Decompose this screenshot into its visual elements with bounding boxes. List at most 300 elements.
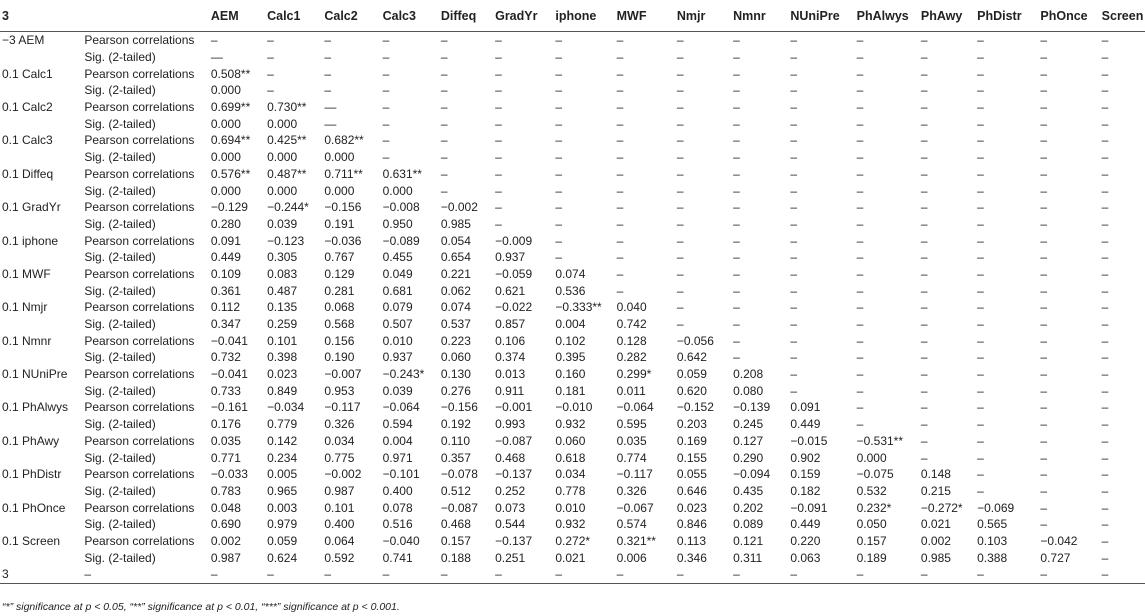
table-cell: – — [440, 183, 448, 198]
table-cell: −0.040 — [382, 533, 420, 548]
table-row — [0, 566, 1145, 583]
table-row — [0, 232, 1145, 249]
table-cell: – — [1040, 33, 1048, 48]
table-cell: 0.039 — [267, 216, 298, 231]
table-cell: – — [856, 300, 864, 315]
table-cell: −0.243* — [382, 367, 425, 382]
table-cell: – — [790, 266, 798, 281]
table-cell: 0.272* — [555, 533, 591, 548]
table-cell: – — [1101, 200, 1109, 215]
table-cell: – — [977, 467, 984, 482]
variable-label: 0.1 MWF — [2, 266, 51, 281]
table-cell: – — [920, 233, 928, 248]
table-cell: – — [440, 50, 448, 65]
table-cell: 0.532 — [856, 483, 887, 498]
statistic-label: Pearson correlations — [84, 166, 195, 181]
table-cell: – — [676, 250, 684, 265]
table-row — [0, 115, 1145, 132]
table-cell: – — [856, 66, 864, 81]
table-row — [0, 149, 1145, 166]
table-cell: 0.953 — [324, 383, 355, 398]
statistic-label: Pearson correlations — [84, 467, 195, 482]
table-cell: 0.121 — [733, 533, 764, 548]
table-cell: – — [1101, 500, 1109, 515]
table-cell: – — [267, 33, 274, 48]
table-cell: – — [1101, 50, 1109, 65]
table-cell: – — [676, 83, 684, 98]
table-cell: −0.008 — [382, 200, 420, 215]
variable-label — [0, 149, 78, 166]
table-cell: – — [790, 216, 798, 231]
variable-label: −3 AEM — [2, 33, 45, 48]
table-cell: – — [790, 66, 798, 81]
table-cell: 0.013 — [495, 367, 526, 382]
table-cell: 0.694** — [210, 133, 251, 148]
table-cell: 0.727 — [1040, 550, 1071, 565]
table-cell: – — [210, 33, 218, 48]
table-cell: 0.006 — [616, 550, 647, 565]
table-cell: – — [495, 133, 502, 148]
table-cell: 0.215 — [920, 483, 951, 498]
table-row — [0, 483, 1145, 500]
table-row — [0, 99, 1145, 116]
table-cell: – — [377, 566, 435, 583]
table-cell: 0.050 — [856, 517, 887, 532]
table-cell: – — [676, 66, 684, 81]
table-cell: – — [616, 166, 624, 181]
table-cell: – — [676, 300, 684, 315]
variable-label — [0, 216, 78, 233]
table-cell: 0.035 — [210, 433, 241, 448]
table-cell: – — [616, 183, 624, 198]
statistic-label: Sig. (2-tailed) — [84, 250, 156, 265]
table-row — [0, 349, 1145, 366]
table-cell: 0.985 — [440, 216, 471, 231]
table-cell: −0.022 — [495, 300, 533, 315]
table-cell: – — [616, 66, 624, 81]
table-cell: – — [920, 216, 928, 231]
table-cell: 0.971 — [382, 450, 413, 465]
table-cell: 0.157 — [856, 533, 887, 548]
table-cell: – — [856, 83, 864, 98]
table-cell: – — [1040, 400, 1048, 415]
table-cell: – — [1040, 216, 1048, 231]
table-cell: – — [382, 33, 390, 48]
table-cell: – — [495, 33, 502, 48]
table-cell: 0.079 — [382, 300, 413, 315]
table-cell: – — [1040, 350, 1048, 365]
table-cell: – — [382, 133, 390, 148]
variable-label — [0, 416, 78, 433]
table-cell: −0.064 — [382, 400, 420, 415]
table-cell: – — [1040, 100, 1048, 115]
table-cell: – — [977, 183, 984, 198]
table-cell: 0.937 — [382, 350, 413, 365]
table-row — [0, 299, 1145, 316]
variable-label — [0, 349, 78, 366]
table-cell: 0.400 — [382, 483, 413, 498]
table-cell: – — [1101, 283, 1109, 298]
table-cell: 0.507 — [382, 317, 413, 332]
table-cell: – — [1101, 367, 1109, 382]
table-cell: – — [920, 50, 928, 65]
variable-label: 0.1 Calc1 — [2, 66, 53, 81]
table-cell: – — [261, 566, 318, 583]
variable-label — [0, 82, 78, 99]
table-cell: – — [495, 100, 502, 115]
table-cell: 0.003 — [267, 500, 298, 515]
table-cell: – — [790, 283, 798, 298]
table-cell: 0.276 — [440, 383, 471, 398]
table-cell: 0.112 — [210, 300, 241, 315]
table-cell: – — [616, 233, 624, 248]
table-cell: – — [1040, 483, 1048, 498]
table-cell: – — [1101, 233, 1109, 248]
statistic-label: Sig. (2-tailed) — [84, 517, 156, 532]
table-cell: 0.778 — [555, 483, 586, 498]
statistic-label: Pearson correlations — [84, 533, 195, 548]
column-header: MWF — [611, 0, 671, 32]
table-cell: 0.000 — [267, 150, 298, 165]
table-cell: 0.299* — [616, 367, 652, 382]
table-cell: – — [1101, 417, 1109, 432]
table-cell: – — [977, 300, 984, 315]
table-cell: – — [920, 333, 928, 348]
table-cell: 0.699** — [210, 100, 251, 115]
table-row — [0, 132, 1145, 149]
variable-label: 0.1 GradYr — [2, 200, 61, 215]
table-cell: – — [1040, 150, 1048, 165]
table-row — [0, 216, 1145, 233]
table-cell: 0.010 — [382, 333, 413, 348]
table-cell: 0.129 — [324, 266, 355, 281]
table-cell: 0.157 — [440, 533, 471, 548]
significance-footnote: “*” significance at p < 0.05, “**” significance at p < 0.01, “***” significance at p < 0.001. — [2, 601, 400, 613]
table-cell: – — [856, 50, 864, 65]
table-cell: – — [733, 283, 740, 298]
table-cell: 0.642 — [676, 350, 707, 365]
table-cell: – — [440, 133, 448, 148]
table-cell: – — [440, 116, 448, 131]
table-cell: – — [733, 100, 740, 115]
statistic-label: Pearson correlations — [84, 500, 195, 515]
column-header: PhAwy — [915, 0, 971, 32]
table-cell: −0.087 — [495, 433, 533, 448]
table-cell: – — [1040, 250, 1048, 265]
statistic-label: Sig. (2-tailed) — [84, 83, 156, 98]
variable-label — [0, 282, 78, 299]
table-cell: 0.074 — [440, 300, 471, 315]
variable-label: 0.1 Calc2 — [2, 100, 53, 115]
table-cell: 0.950 — [382, 216, 413, 231]
table-cell: 0.730** — [267, 100, 307, 115]
table-cell: 0.189 — [856, 550, 887, 565]
table-cell: 0.089 — [733, 517, 764, 532]
statistic-label: Sig. (2-tailed) — [84, 383, 156, 398]
table-cell: – — [733, 133, 740, 148]
table-cell: 0.176 — [210, 417, 241, 432]
table-row — [0, 332, 1145, 349]
corner-header: 3 — [0, 0, 78, 32]
table-cell: 0.234 — [267, 450, 298, 465]
table-cell: −0.156 — [440, 400, 478, 415]
table-cell: – — [790, 133, 798, 148]
table-cell: – — [435, 566, 489, 583]
table-cell: – — [1101, 133, 1109, 148]
table-cell: 0.993 — [495, 417, 526, 432]
table-cell: 0.021 — [555, 550, 586, 565]
table-cell: −0.156 — [324, 200, 362, 215]
table-cell: – — [733, 50, 740, 65]
table-cell: 0.618 — [555, 450, 586, 465]
table-cell: – — [733, 250, 740, 265]
table-cell: – — [555, 50, 563, 65]
table-cell: – — [920, 400, 928, 415]
table-cell: – — [676, 317, 684, 332]
statistic-label: Sig. (2-tailed) — [84, 150, 156, 165]
table-cell: – — [676, 216, 684, 231]
statistic-label: Pearson correlations — [84, 66, 195, 81]
table-cell: – — [790, 116, 798, 131]
variable-label — [0, 182, 78, 199]
table-cell: – — [1040, 300, 1048, 315]
table-cell: – — [549, 566, 610, 583]
table-cell: – — [616, 283, 624, 298]
table-row — [0, 366, 1145, 383]
table-cell: – — [856, 116, 864, 131]
table-cell: 0.398 — [267, 350, 298, 365]
table-cell: – — [1101, 450, 1109, 465]
table-cell: – — [1034, 566, 1095, 583]
table-cell: 0.326 — [324, 417, 355, 432]
statistic-label: Sig. (2-tailed) — [84, 450, 156, 465]
table-cell: – — [856, 417, 864, 432]
table-cell: 0.711** — [324, 166, 363, 181]
table-cell: – — [733, 183, 740, 198]
table-cell: 0.449 — [790, 417, 821, 432]
column-header: iphone — [549, 0, 610, 32]
table-cell: – — [733, 233, 740, 248]
table-cell: – — [1040, 116, 1048, 131]
table-cell: – — [555, 100, 563, 115]
table-cell: 0.106 — [495, 333, 526, 348]
table-cell: 0.468 — [440, 517, 471, 532]
table-cell: – — [382, 50, 390, 65]
table-cell: 0.624 — [267, 550, 298, 565]
table-cell: −0.161 — [210, 400, 248, 415]
table-cell: 0.449 — [210, 250, 241, 265]
table-cell: – — [790, 83, 798, 98]
table-cell: – — [616, 133, 624, 148]
table-cell: 0.487** — [267, 166, 307, 181]
table-cell: – — [267, 83, 274, 98]
table-cell: 0.741 — [382, 550, 413, 565]
table-cell: – — [920, 166, 928, 181]
table-cell: – — [790, 33, 798, 48]
table-cell: – — [1101, 150, 1109, 165]
table-cell: – — [790, 250, 798, 265]
header-row — [0, 0, 1145, 32]
table-cell: 0.346 — [676, 550, 707, 565]
table-cell: 0.621 — [495, 283, 526, 298]
table-cell: – — [790, 233, 798, 248]
table-cell: 0.155 — [676, 450, 707, 465]
table-cell: 0.774 — [616, 450, 647, 465]
table-cell: 0.202 — [733, 500, 764, 515]
table-cell: 0.682** — [324, 133, 364, 148]
table-cell: – — [676, 166, 684, 181]
table-cell: – — [1040, 83, 1048, 98]
table-cell: – — [382, 83, 390, 98]
table-cell: – — [1101, 266, 1109, 281]
table-cell: 0.102 — [555, 333, 586, 348]
table-cell: 0.035 — [616, 433, 647, 448]
table-cell: – — [555, 233, 563, 248]
table-cell: – — [733, 150, 740, 165]
table-cell: 0.932 — [555, 417, 586, 432]
table-cell: 0.767 — [324, 250, 355, 265]
table-cell: – — [790, 333, 798, 348]
table-row — [0, 316, 1145, 333]
table-cell: – — [920, 383, 928, 398]
table-cell: – — [1040, 266, 1048, 281]
statistic-label: Sig. (2-tailed) — [84, 483, 156, 498]
table-cell: 0.220 — [790, 533, 821, 548]
table-cell: – — [856, 33, 864, 48]
table-cell: – — [495, 83, 502, 98]
table-cell: – — [856, 250, 864, 265]
table-cell: – — [324, 50, 332, 65]
table-cell: 0.932 — [555, 517, 586, 532]
table-cell: – — [920, 367, 928, 382]
statistic-label: Sig. (2-tailed) — [84, 216, 156, 231]
table-cell: – — [733, 350, 740, 365]
table-cell: – — [733, 216, 740, 231]
table-cell: – — [1040, 317, 1048, 332]
table-cell: 0.005 — [267, 467, 298, 482]
table-cell: 0.468 — [495, 450, 526, 465]
table-row — [0, 516, 1145, 533]
table-cell: – — [1101, 250, 1109, 265]
table-cell: – — [671, 566, 727, 583]
table-cell: – — [1040, 333, 1048, 348]
table-cell: – — [977, 50, 984, 65]
table-cell: – — [977, 333, 984, 348]
table-cell: 0.083 — [267, 266, 298, 281]
table-cell: – — [856, 233, 864, 248]
table-cell: 0.160 — [555, 367, 586, 382]
statistic-label: Sig. (2-tailed) — [84, 283, 156, 298]
table-row — [0, 199, 1145, 216]
table-cell: – — [977, 266, 984, 281]
table-cell: – — [733, 66, 740, 81]
statistic-label: Pearson correlations — [84, 100, 195, 115]
table-cell: – — [1040, 383, 1048, 398]
table-cell: 0.023 — [267, 367, 298, 382]
table-cell: 0.023 — [676, 500, 707, 515]
table-cell: −0.059 — [495, 266, 533, 281]
statistic-label: Pearson correlations — [84, 200, 195, 215]
table-cell: 0.987 — [210, 550, 241, 565]
table-cell: – — [790, 50, 798, 65]
table-cell: −0.007 — [324, 367, 362, 382]
table-cell: 0.040 — [616, 300, 647, 315]
table-row — [0, 549, 1145, 566]
table-cell: – — [977, 317, 984, 332]
statistic-label: Pearson correlations — [84, 133, 195, 148]
table-cell: – — [1096, 566, 1145, 583]
variable-label: 0.1 Screen — [2, 533, 61, 548]
table-cell: 0.192 — [440, 417, 471, 432]
table-cell: – — [1040, 66, 1048, 81]
table-cell: −0.244* — [267, 200, 309, 215]
table-cell: – — [616, 50, 624, 65]
variable-label: 0.1 Diffeq — [2, 166, 54, 181]
table-cell: – — [856, 133, 864, 148]
table-cell: – — [267, 66, 274, 81]
table-cell: – — [920, 433, 928, 448]
table-row — [0, 249, 1145, 266]
table-cell: – — [977, 350, 984, 365]
table-cell: – — [1101, 433, 1109, 448]
table-cell: – — [733, 333, 740, 348]
table-row — [0, 466, 1145, 483]
table-cell: 0.101 — [324, 500, 355, 515]
table-cell: 0.937 — [495, 250, 526, 265]
table-cell: – — [555, 250, 563, 265]
table-cell: – — [324, 83, 332, 98]
table-cell: – — [920, 66, 928, 81]
table-cell: −0.137 — [495, 467, 533, 482]
table-cell: −0.069 — [977, 500, 1015, 515]
table-cell: 0.985 — [920, 550, 951, 565]
table-cell: – — [977, 233, 984, 248]
table-cell: – — [1101, 467, 1109, 482]
variable-label — [0, 49, 78, 66]
table-cell: −0.531** — [856, 433, 904, 448]
table-cell: −0.152 — [676, 400, 714, 415]
table-cell: – — [920, 133, 928, 148]
table-cell: 0.361 — [210, 283, 241, 298]
table-cell: 0.565 — [977, 517, 1008, 532]
table-cell: – — [616, 266, 624, 281]
table-cell: – — [790, 350, 798, 365]
table-row — [0, 382, 1145, 399]
table-cell: – — [971, 566, 1034, 583]
table-cell: – — [495, 183, 502, 198]
table-cell: 0.091 — [210, 233, 241, 248]
table-cell: – — [1101, 216, 1109, 231]
table-cell: – — [790, 300, 798, 315]
table-cell: – — [1040, 283, 1048, 298]
table-cell: – — [1101, 483, 1109, 498]
table-cell: 0.911 — [495, 383, 525, 398]
table-cell: – — [977, 250, 984, 265]
column-header: Screen — [1096, 0, 1145, 32]
table-cell: 0.252 — [495, 483, 526, 498]
variable-label — [0, 316, 78, 333]
table-cell: 0.203 — [676, 417, 707, 432]
table-cell: 0.080 — [733, 383, 764, 398]
table-cell: – — [733, 166, 740, 181]
table-cell: 0.576** — [210, 166, 251, 181]
table-cell: – — [977, 433, 984, 448]
column-header: Nmjr — [671, 0, 727, 32]
table-cell: – — [1040, 433, 1048, 448]
table-cell: −0.091 — [790, 500, 828, 515]
table-cell: −0.041 — [210, 333, 248, 348]
table-cell: – — [977, 216, 984, 231]
